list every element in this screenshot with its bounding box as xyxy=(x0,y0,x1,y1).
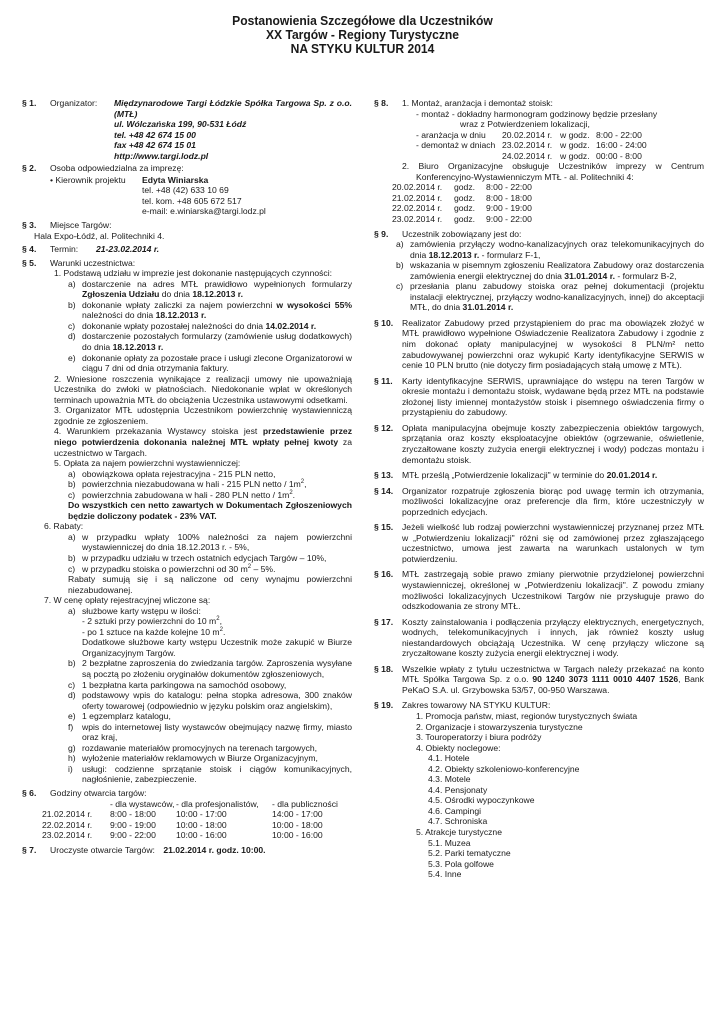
section-number: § 8. xyxy=(374,98,389,108)
included-h: h) wyłożenie materiałów reklamowych w Biurze Organizacyjnym, xyxy=(68,753,318,764)
section-2 xyxy=(22,163,352,217)
assembly-dates-table xyxy=(416,130,647,162)
included-a1: - 2 sztuki przy powierzchni do 10 $m^2$, xyxy=(82,616,222,627)
section-6 xyxy=(22,788,352,841)
condition-1a: a) dostarczenie na adres MTŁ prawidłowo wypełnionych formularzy Zgłoszenia Udziału do dnia 18.12.2013 r. xyxy=(68,278,352,300)
section-4 xyxy=(22,244,352,255)
section-number: § 4. xyxy=(22,244,37,255)
location-confirmation: MTŁ prześlą „Potwierdzenie lokalizacji" w terminie do 20.01.2014 r. xyxy=(402,470,658,481)
project-role: • Kierownik projektu xyxy=(50,174,126,185)
section-13 xyxy=(374,470,704,481)
table-row: - aranżacja w dniu 20.02.2014 r. w godz. 8:00 - 22:00 xyxy=(416,129,642,140)
section-8 xyxy=(374,98,704,225)
included-i: i) usługi: codzienne sprzątanie stoisk i ciągów komunikacyjnych, nagłośnienie, zabezpieczenie. xyxy=(68,763,352,785)
condition-4: 4. Warunkiem przekazania Wystawcy stoiska jest przedstawienie przez niego potwierdzenia dokonania należnej MTŁ wpłaty pełnej kwoty za uczestnictwo w Targach. xyxy=(54,426,352,458)
included-a2: - po 1 sztuce na każde kolejne 10 $m^2$. xyxy=(82,626,226,637)
organizer-fax: fax +48 42 674 15 01 xyxy=(114,140,196,151)
section-9 xyxy=(374,229,704,313)
organizer-address: ul. Wólczańska 199, 90-531 Łódź xyxy=(114,119,247,130)
condition-1d: d) dostarczenie pozostałych formularzy (zamówienie usług dodatkowych) do dnia 18.12.2013 r. xyxy=(68,331,352,353)
right-column xyxy=(374,98,704,880)
table-row: 24.02.2014 r. w godz. 00:00 - 8:00 xyxy=(502,150,642,161)
list-item: 2. Organizacje i stowarzyszenia turystyczne xyxy=(416,721,583,732)
manager-email: e-mail: e.winiarska@targi.lodz.pl xyxy=(142,206,266,217)
section-12 xyxy=(374,423,704,465)
condition-1c: c) dokonanie wpłaty pozostałej należności do dnia 14.02.2014 r. xyxy=(68,320,317,331)
header-title: Postanowienia Szczegółowe dla Uczestników xyxy=(232,13,493,28)
included-a: a) służbowe karty wstępu w ilości: xyxy=(68,605,201,616)
list-item: 4.7. Schroniska xyxy=(428,816,488,827)
organizer-label: Organizator: xyxy=(50,98,98,108)
section-5 xyxy=(22,258,352,785)
venue-address: Hala Expo-Łódź, al. Politechniki 4. xyxy=(34,230,165,241)
included-c: c) 1 bezpłatna karta parkingowa na samochód osobowy, xyxy=(68,679,287,690)
list-item: 5.4. Inne xyxy=(428,869,462,880)
list-item: 4.4. Pensjonaty xyxy=(428,784,488,795)
list-item: 1. Promocja państw, miast, regionów turystycznych świata xyxy=(416,710,638,721)
service-cards: Karty identyfikacyjne SERWIS, uprawniające do wstępu na teren Targów w okresie montażu i demontażu stoisk, wydawane będą przez MTŁ na podstawie złożonej listy imiennej montażystów stoisk i pisemnego oświadczenia firmy o przystąpieniu do zabudowy. xyxy=(402,375,704,418)
fee-unbuilt-space: b) powierzchnia niezabudowana w hali - 215 PLN netto / $1m^2$, xyxy=(68,479,307,490)
product-range-list xyxy=(416,711,704,880)
condition-1e: e) dokonanie opłaty za pozostałe prace i usługi zlecone Organizatorowi w ciągu 7 dni od dnia otrzymania faktury. xyxy=(68,352,352,374)
fee-built-space: c) powierzchnia zabudowana w hali - 280 PLN netto / $1m^2$. xyxy=(68,489,296,500)
list-item: 4.6. Campingi xyxy=(428,805,482,816)
list-item: 3. Touroperatorzy i biura podróży xyxy=(416,732,542,743)
section-number: § 10. xyxy=(374,317,394,328)
section-number: § 11. xyxy=(374,375,393,386)
included-g: g) rozdawanie materiałów promocyjnych na terenach targowych, xyxy=(68,742,318,753)
list-item: 4.1. Hotele xyxy=(428,753,470,764)
manager-name: Edyta Winiarska xyxy=(142,174,209,185)
section-17 xyxy=(374,617,704,659)
included-f: f) wpis do internetowej listy wystawców obejmujący nazwę firmy, miasto oraz kraj, xyxy=(68,721,352,743)
left-column xyxy=(22,98,352,855)
obligation-c: c) przesłania planu zabudowy stoiska oraz pełnej dokumentacji (projektu instalacji elektrycznej, przyłączy wodno-kanalizacyjnych, innej) do akceptacji MTŁ, do dnia 31.01.2014 r. xyxy=(396,281,704,313)
obligation-a: a) zamówienia przyłączy wodno-kanalizacyjnych oraz telekomunikacyjnych do dnia 18.12.2013 r. - formularz F-1, xyxy=(396,239,704,260)
manager-phone: tel. +48 (42) 633 10 69 xyxy=(142,185,229,196)
header-subtitle: NA STYKU KULTUR 2014 xyxy=(290,41,435,56)
connection-costs: Koszty zainstalowania i podłączenia przyłączy elektrycznych, energetycznych, wodnych, telekomunikacyjnych i innych, jak również koszty usług niestandardowych obciążają Uczestnika. W cenę przyłączy wliczone są zryczałtowane koszty zużycia energii elektrycznej i wody. xyxy=(402,616,704,659)
venue-label: Miejsce Targów: xyxy=(50,220,112,231)
opening-ceremony-date: 21.02.2014 r. godz. 10:00. xyxy=(163,844,266,855)
section-10 xyxy=(374,318,704,371)
section-number: § 16. xyxy=(374,569,394,580)
table-header-row: - dla wystawców, - dla profesjonalistów, - dla publiczności xyxy=(110,798,338,809)
table-row: 22.02.2014 r. godz. 9:00 - 19:00 xyxy=(392,203,532,214)
condition-1: 1. Podstawą udziału w imprezie jest dokonanie następujących czynności: xyxy=(54,268,333,279)
section-number: § 1. xyxy=(22,98,37,108)
assembly-schedule: - montaż - dokładny harmonogram godzinowy będzie przesłany xyxy=(416,108,658,119)
section-number: § 17. xyxy=(374,616,394,627)
section-1 xyxy=(22,98,352,161)
organizer-website: http://www.targi.lodz.pl xyxy=(114,150,209,161)
section-number: § 5. xyxy=(22,257,37,268)
document-header xyxy=(25,14,699,56)
event-dates: 21-23.02.2014 r. xyxy=(96,244,160,255)
section-number: § 2. xyxy=(22,163,37,174)
opening-hours-table xyxy=(42,799,338,841)
office-hours-table xyxy=(392,182,532,224)
organizer-name: Międzynarodowe Targi Łódzkie Spółka Targowa Sp. z o.o. (MTŁ) xyxy=(114,98,352,119)
organizer-phone: tel. +48 42 674 15 00 xyxy=(114,129,196,140)
table-row: 22.02.2014 r. 9:00 - 19:00 10:00 - 18:00 10:00 - 18:00 xyxy=(42,819,323,830)
section-number: § 15. xyxy=(374,522,394,533)
opening-hours-title: Godziny otwarcia targów: xyxy=(50,788,147,798)
handling-fee: Opłata manipulacyjna obejmuje koszty zabezpieczenia obiektów targowych, sprzątania oraz koszty eksploatacyjne obiektów (ogrzewanie, oświetlenie, zryczałtowane koszty zużycia energii elektrycznej i wody) podczas montażu i demontażu stoisk. xyxy=(402,422,704,465)
section-18 xyxy=(374,664,704,696)
space-differences: Jeżeli wielkość lub rodzaj powierzchni wystawienniczej przyznanej przez MTŁ w „Potwierdzeniu lokalizacji" różni się od zamówionej przez zgłaszającego uczestnictwo, umowa jest zawarta na warunkach ustalonych w tym potwierdzeniu. xyxy=(402,522,704,564)
section-number: § 6. xyxy=(22,788,37,798)
section-number: § 3. xyxy=(22,220,37,231)
assembly-title: 1. Montaż, aranżacja i demontaż stoisk: xyxy=(402,98,553,108)
fee-registration: a) obowiązkowa opłata rejestracyjna - 215 PLN netto, xyxy=(68,468,276,479)
assembly-schedule-cont: wraz z Potwierdzeniem lokalizacji, xyxy=(460,119,590,130)
office-hours-intro: 2. Biuro Organizacyjne obsługuje Uczestników imprezy w Centrum Konferencyjno-Wystawienniczym MTŁ - al. Politechniki 4: xyxy=(402,161,704,182)
manager-mobile: tel. kom. +48 605 672 517 xyxy=(142,195,242,206)
section-number: § 19. xyxy=(374,700,394,711)
list-item: 5.3. Pola golfowe xyxy=(428,858,494,869)
included-d: d) podstawowy wpis do katalogu: pełna stopka adresowa, 300 znaków oferty towarowej (odpowiednio w języku polskim oraz angielskim), xyxy=(68,690,352,711)
section-number: § 18. xyxy=(374,663,394,674)
obligation-b: b) wskazania w pisemnym zgłoszeniu Realizatora Zabudowy oraz dostarczenia zamówienia energii elektrycznej do dnia 31.01.2014 r. - formularz B-2, xyxy=(396,260,704,281)
bank-details: Wszelkie wpłaty z tytułu uczestnictwa w Targach należy przekazać na konto MTŁ Spółka Targowa Sp. z o.o. 90 1240 3073 1111 0010 4407 1526, Bank PeKaO S.A. ul. Grzybowska 53/57, 00-950 Warszawa. xyxy=(402,663,704,695)
condition-7: 7. W cenę opłaty rejestracyjnej wliczone są: xyxy=(44,595,211,606)
section-3 xyxy=(22,220,352,241)
table-row: 21.02.2014 r. godz. 8:00 - 18:00 xyxy=(392,192,532,203)
section-7 xyxy=(22,845,352,856)
included-b: b) 2 bezpłatne zaproszenia do zwiedzania targów. Zaproszenia wysyłane są pocztą po złożeniu oryginałów dokumentów zgłoszeniowych, xyxy=(68,658,352,679)
date-label: Termin: xyxy=(50,244,79,255)
section-11 xyxy=(374,376,704,418)
section-number: § 14. xyxy=(374,485,394,496)
section-number: § 13. xyxy=(374,470,394,481)
condition-5: 5. Opłata za najem powierzchni wystawienniczej: xyxy=(54,458,241,469)
section-15 xyxy=(374,522,704,564)
builder-obligations: Realizator Zabudowy przed przystąpieniem do prac ma obowiązek złożyć w MTŁ prawidłowo wypełnione Oświadczenie Realizatora Zabudowy i zgodnie z nim dokonać opłaty manipulacyjnej w wysokości 8 PLN/m² netto zabudowywanej powierzchni oraz wykupić Karty identyfikacyjne SERWIS w cenie 10 PLN brutto (nie dotyczy firm posiadających stałą umowę z MTŁ). xyxy=(402,317,704,371)
list-item: 5. Atrakcje turystyczne xyxy=(416,827,502,837)
application-review: Organizator rozpatruje zgłoszenia biorąc pod uwagę termin ich otrzymania, możliwości lokalizacyjne oraz preferencje dla firm, które uczestniczyły w poprzednich edycjach. xyxy=(402,485,704,517)
condition-3: 3. Organizator MTŁ udostępnia Uczestnikom powierzchnię wystawienniczą zgodnie ze zgłoszeniem. xyxy=(54,405,352,426)
section-16 xyxy=(374,569,704,611)
section-number: § 12. xyxy=(374,422,394,433)
included-e: e) 1 egzemplarz katalogu, xyxy=(68,711,171,722)
section-14 xyxy=(374,486,704,518)
table-row: 23.02.2014 r. 9:00 - 22:00 10:00 - 16:00 10:00 - 16:00 xyxy=(42,830,323,841)
list-item: 5.1. Muzea xyxy=(428,837,471,848)
table-row: - demontaż w dniach 23.02.2014 r. w godz. 16:00 - 24:00 xyxy=(416,140,647,151)
bank-account-number: 90 1240 3073 1111 0010 4407 1526 xyxy=(532,674,679,685)
list-item: 4.2. Obiekty szkoleniowo-konferencyjne xyxy=(428,763,580,774)
list-item: 4. Obiekty noclegowe: xyxy=(416,742,501,753)
conditions-title: Warunki uczestnictwa: xyxy=(50,257,136,268)
discount-note: Rabaty sumują się i są naliczone od ceny wynajmu powierzchni niezabudowanej. xyxy=(68,574,352,595)
list-item: 4.3. Motele xyxy=(428,774,471,785)
opening-ceremony-label: Uroczyste otwarcie Targów: xyxy=(50,844,155,855)
list-item: 5.2. Parki tematyczne xyxy=(428,848,511,859)
condition-2: 2. Wniesione roszczenia wynikające z realizacji umowy nie upoważniają Uczestnika do zwłoki w płatnościach. Niedokonanie wpłat w określonych terminach upoważnia MTŁ do obciążenia Uczestnika ustawowymi odsetkami. xyxy=(54,373,352,405)
table-row: 21.02.2014 r. 8:00 - 18:00 10:00 - 17:00 14:00 - 17:00 xyxy=(42,809,323,820)
obligations-title: Uczestnik zobowiązany jest do: xyxy=(402,228,522,239)
vat-note: Do wszystkich cen netto zawartych w Dokumentach Zgłoszeniowych będzie doliczony podatek - 23% VAT. xyxy=(68,500,352,521)
included-a-note: Dodatkowe służbowe karty wstępu Uczestnik może zakupić w Biurze Organizacyjnym Targów. xyxy=(82,637,352,658)
discount-c: c) w przypadku stoiska o powierzchni od 30 $m^2 - 5\%$. xyxy=(68,563,276,574)
space-change-rights: MTŁ zastrzegają sobie prawo zmiany pierwotnie przydzielonej powierzchni wystawienniczej, określonej w „Potwierdzeniu lokalizacji". Z powodu zmiany możliwości lokalizacyjnych Uczestnikowi Targów nie przysługuje prawo do odszkodowania ze strony MTŁ. xyxy=(402,569,704,612)
table-row: 20.02.2014 r. godz. 8:00 - 22:00 xyxy=(392,182,532,193)
section-number: § 7. xyxy=(22,844,37,855)
header-event: XX Targów - Regiony Turystyczne xyxy=(265,27,460,42)
section-number: § 9. xyxy=(374,228,389,239)
product-range-title: Zakres towarowy NA STYKU KULTUR: xyxy=(402,700,551,711)
condition-6: 6. Rabaty: xyxy=(44,521,84,532)
table-row: 23.02.2014 r. godz. 9:00 - 22:00 xyxy=(392,214,532,225)
section-19 xyxy=(374,700,704,879)
list-item: 4.5. Ośrodki wypoczynkowe xyxy=(428,795,535,806)
discount-a: a) w przypadku wpłaty 100% należności za najem powierzchni wystawienniczej do dnia 18.12.2013 r. - 5%, xyxy=(68,531,352,553)
responsible-person-label: Osoba odpowiedzialna za imprezę: xyxy=(50,163,184,174)
discount-b: b) w przypadku udziału w trzech ostatnich edycjach Targów – 10%, xyxy=(68,552,327,563)
condition-1b: b) dokonanie wpłaty zaliczki za najem powierzchni w wysokości 55% należności do dnia 18.12.2013 r. xyxy=(68,299,352,321)
